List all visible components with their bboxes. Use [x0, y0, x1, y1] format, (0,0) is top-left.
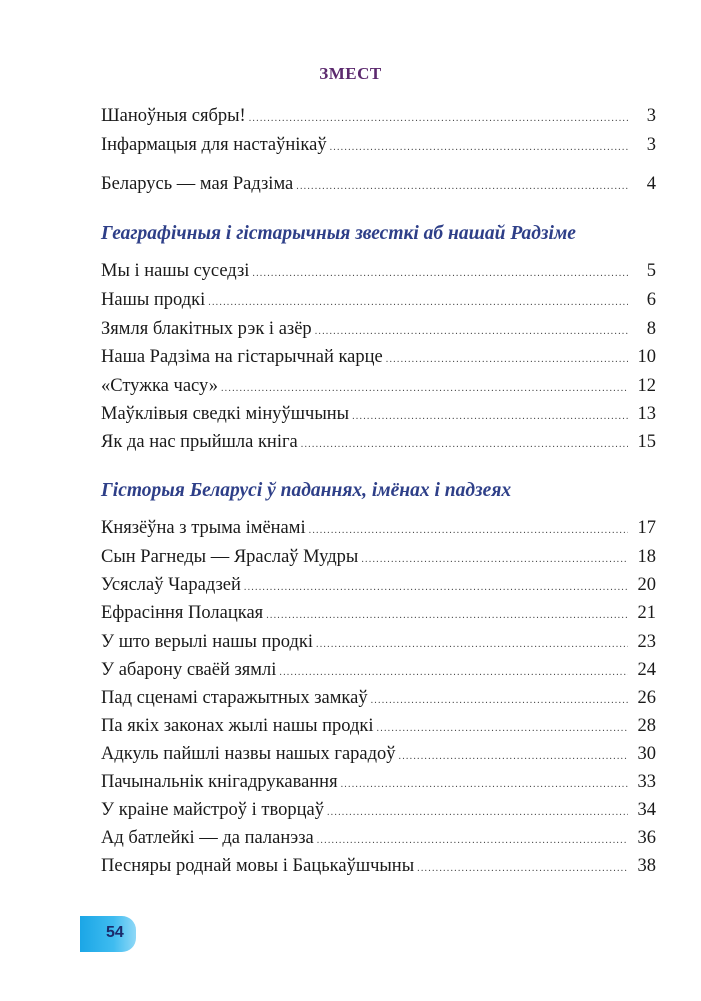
toc-entry[interactable]: [101, 374, 656, 398]
toc-entry[interactable]: [101, 430, 656, 454]
toc-entry-page: 23: [637, 632, 656, 652]
toc-entry-page: 34: [637, 800, 656, 820]
toc-entry-label: Ефрасіння Полацкая: [101, 603, 264, 623]
toc-entry[interactable]: [101, 545, 656, 569]
toc-entry-page: 3: [646, 106, 656, 126]
page-title: ЗМЕСТ: [319, 64, 382, 83]
toc-entry-page: 18: [637, 547, 656, 567]
toc-leader-dots: [296, 175, 628, 199]
toc-entry-label: Шаноўныя сябры!: [101, 106, 246, 126]
toc-entry[interactable]: [101, 317, 656, 341]
toc-entry[interactable]: [101, 798, 656, 822]
toc-entry-label: У абарону сваёй зямлі: [101, 660, 277, 680]
toc-entry-page: 4: [646, 174, 656, 194]
toc-entry-label: «Стужка часу»: [101, 376, 218, 396]
toc-entry[interactable]: [101, 770, 656, 794]
toc-leader-dots: [315, 320, 628, 344]
toc-leader-dots: [252, 262, 628, 286]
toc-entry[interactable]: [101, 288, 656, 312]
toc-leader-dots: [377, 717, 628, 741]
toc-entry[interactable]: [101, 714, 656, 738]
toc-entry-label: Сын Рагнеды — Яраслаў Мудры: [101, 547, 359, 567]
toc-leader-dots: [249, 107, 628, 131]
toc-leader-dots: [361, 548, 628, 572]
toc-entry-label: Як да нас прыйшла кніга: [101, 432, 298, 452]
toc-leader-dots: [371, 689, 628, 713]
toc-entry-page: 38: [637, 856, 656, 876]
toc-entry[interactable]: [101, 601, 656, 625]
toc-entry[interactable]: [101, 516, 656, 540]
toc-leader-dots: [221, 377, 628, 401]
toc-entry-label: Інфармацыя для настаўнікаў: [101, 135, 327, 155]
toc-entry-label: Князёўна з трыма імёнамі: [101, 518, 306, 538]
toc-leader-dots: [244, 576, 628, 600]
toc-leader-dots: [279, 661, 628, 685]
toc-entry-label: Нашы продкі: [101, 290, 206, 310]
toc-entry-label: У краіне майстроў і творцаў: [101, 800, 324, 820]
toc-entry-page: 6: [646, 290, 656, 310]
toc-entry-page: 13: [637, 404, 656, 424]
toc-entry[interactable]: [101, 742, 656, 766]
toc-entry[interactable]: [101, 104, 656, 128]
toc-leader-dots: [417, 857, 628, 881]
toc-entry-page: 30: [637, 744, 656, 764]
toc-leader-dots: [317, 829, 628, 853]
toc-entry-label: Усяслаў Чарадзей: [101, 575, 241, 595]
toc-leader-dots: [309, 519, 628, 543]
toc-entry-label: Беларусь — мая Радзіма: [101, 174, 294, 194]
toc-entry-page: 10: [637, 347, 656, 367]
toc-entry-page: 28: [637, 716, 656, 736]
toc-leader-dots: [352, 405, 628, 429]
toc-entry[interactable]: [101, 573, 656, 597]
toc-leader-dots: [327, 801, 628, 825]
toc-entry-page: 24: [637, 660, 656, 680]
toc-entry-page: 3: [646, 135, 656, 155]
toc-entry-page: 21: [637, 603, 656, 623]
toc-entry[interactable]: [101, 402, 656, 426]
toc-entry-label: Па якіх законах жылі нашы продкі: [101, 716, 374, 736]
toc-entry-label: Маўклівыя сведкі мінуўшчыны: [101, 404, 350, 424]
toc-leader-dots: [341, 773, 628, 797]
toc-entry-label: Пад сценамі старажытных замкаў: [101, 688, 368, 708]
toc-entry-page: 17: [637, 518, 656, 538]
toc-entry-label: У што верылі нашы продкі: [101, 632, 314, 652]
toc-entry-page: 36: [637, 828, 656, 848]
toc-leader-dots: [316, 633, 628, 657]
toc-entry-label: Адкуль пайшлі назвы нашых гарадоў: [101, 744, 396, 764]
toc-entry[interactable]: [101, 133, 656, 157]
toc-entry-label: Песняры роднай мовы і Бацькаўшчыны: [101, 856, 415, 876]
toc-entry[interactable]: [101, 658, 656, 682]
toc-entry-label: Зямля блакітных рэк і азёр: [101, 319, 312, 339]
toc-entry-label: Наша Радзіма на гістарычнай карце: [101, 347, 383, 367]
toc-entry-label: Ад батлейкі — да паланэза: [101, 828, 314, 848]
toc-leader-dots: [266, 604, 628, 628]
page-number: 54: [106, 924, 124, 941]
toc-leader-dots: [301, 433, 628, 457]
toc-entry-page: 33: [637, 772, 656, 792]
section-heading: Геаграфічныя і гістарычныя звесткі аб нашай Радзіме: [101, 223, 576, 244]
toc-entry[interactable]: [101, 630, 656, 654]
toc-leader-dots: [386, 348, 628, 372]
toc-entry-page: 15: [637, 432, 656, 452]
toc-entry[interactable]: [101, 172, 656, 196]
toc-entry-label: Мы і нашы суседзі: [101, 261, 250, 281]
toc-entry-page: 12: [637, 376, 656, 396]
toc-leader-dots: [330, 136, 628, 160]
toc-entry-page: 26: [637, 688, 656, 708]
toc-entry-page: 20: [637, 575, 656, 595]
toc-entry[interactable]: [101, 826, 656, 850]
toc-entry-page: 8: [646, 319, 656, 339]
toc-entry[interactable]: [101, 686, 656, 710]
section-heading: Гісторыя Беларусі ў паданнях, імёнах і падзеях: [101, 480, 512, 501]
toc-entry[interactable]: [101, 345, 656, 369]
toc-entry[interactable]: [101, 854, 656, 878]
toc-entry[interactable]: [101, 259, 656, 283]
toc-leader-dots: [399, 745, 628, 769]
toc-entry-label: Пачынальнік кнігадрукавання: [101, 772, 338, 792]
toc-leader-dots: [208, 291, 628, 315]
toc-entry-page: 5: [646, 261, 656, 281]
